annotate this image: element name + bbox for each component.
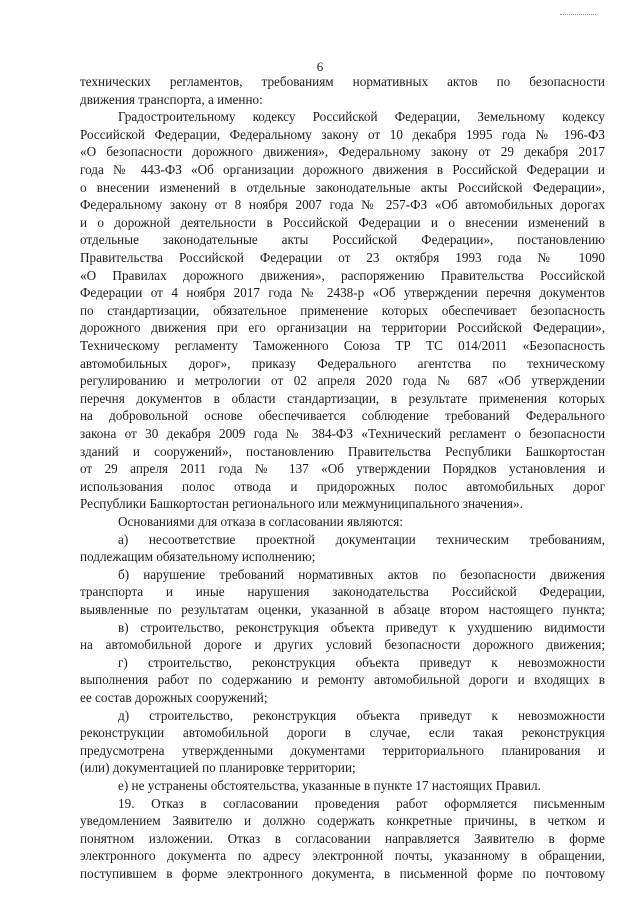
text-line: уведомлением Заявителю и должно содержать конкретные причины, в четком и	[80, 813, 605, 829]
text-line: автомобильных дорог», приказу Федерального агентства по техническому	[80, 355, 605, 371]
text-line: перечня документов в области стандартизации, в результате применения которых	[80, 390, 605, 406]
text-line: Основаниями для отказа в согласовании являются:	[118, 514, 403, 529]
text-line: г) строительство, реконструкция объекта приведут к невозможности	[118, 654, 605, 670]
page-number: 6	[316, 59, 324, 74]
text-line: Техническому регламенту Таможенного Союза ТР ТС 014/2011 «Безопасность	[80, 338, 605, 353]
text-line: подлежащим обязательному исполнению;	[80, 549, 316, 565]
text-line: от 29 апреля 2011 года № 137 «Об утверждении Порядков установления и	[80, 461, 605, 477]
text-line: Федеральному закону от 8 ноября 2007 года № 257-ФЗ «Об автомобильных дорогах	[80, 197, 605, 213]
text-line: движения транспорта, а именно:	[80, 91, 263, 107]
scan-artifact-mark	[560, 14, 596, 15]
text-line: поступившем в форме электронного документа, в письменной форме по почтовому	[80, 866, 605, 881]
text-line: предусмотрена утвержденными документами территориального планирования и	[80, 742, 605, 758]
text-line: по стандартизации, обязательное применение которых обеспечивает безопасность	[80, 302, 605, 318]
text-line: д) строительство, реконструкция объекта приведут к невозможности	[118, 707, 605, 723]
text-line: е) не устранены обстоятельства, указанные в пункте 17 настоящих Правил.	[118, 778, 541, 793]
text-line: на добровольной основе обеспечивается соблюдение требований Федерального	[80, 408, 605, 424]
text-line: Республики Башкортостан регионального или межмуниципального значения».	[80, 496, 523, 512]
text-line: выявленные по результатам оценки, указанной в абзаце втором настоящего пункта;	[80, 602, 605, 617]
text-line: технических регламентов, требованиям нормативных актов по безопасности	[80, 74, 605, 89]
text-line: в) строительство, реконструкция объекта приведут к ухудшению видимости	[118, 619, 605, 635]
text-line: а) несоответствие проектной документации техническим требованиям,	[118, 531, 605, 547]
text-line: транспорта и иные нарушения законодательства Российской Федерации,	[80, 584, 605, 600]
text-line: б) нарушение требований нормативных актов по безопасности движения	[118, 566, 605, 582]
text-line: использования полос отвода и придорожных полос автомобильных дорог	[80, 478, 605, 494]
text-line: (или) документацией по планировке территории;	[80, 760, 356, 776]
text-line: реконструкции автомобильной дороги в случае, если такая реконструкция	[80, 725, 605, 741]
text-line: Российской Федерации, Федеральному закону от 10 декабря 1995 года № 196-ФЗ	[80, 126, 605, 142]
text-line: Правительства Российской Федерации от 23 октября 1993 года № 1090	[80, 250, 605, 265]
text-line: 19. Отказ в согласовании проведения работ оформляется письменным	[118, 795, 605, 811]
text-line: Федерации от 4 ноября 2017 года № 2438-р «Об утверждении перечня документов	[80, 285, 605, 301]
text-line: отдельные законодательные акты Российской Федерации», постановлению	[80, 232, 605, 248]
text-line: года № 443-ФЗ «Об организации дорожного движения в Российской Федерации и	[80, 162, 605, 177]
text-line: электронного документа по адресу электронной почты, указанному в обращении,	[80, 848, 605, 864]
text-line: выполнения работ по содержанию и ремонту автомобильной дороги и входящих в	[80, 672, 605, 688]
text-line: дорожного движения при его организации на территории Российской Федерации»,	[80, 320, 605, 336]
text-line: о внесении изменений в отдельные законодательные акты Российской Федерации»,	[80, 179, 605, 195]
text-line: понятном изложении. Отказ в согласовании направляется Заявителю в форме	[80, 830, 605, 846]
text-line: и о дорожной деятельности в Российской Федерации и о внесении изменений в	[80, 214, 605, 230]
text-line: регулированию и метрологии от 02 апреля 2020 года № 687 «Об утверждении	[80, 373, 605, 389]
text-line: закона от 30 декабря 2009 года № 384-ФЗ «Технический регламент о безопасности	[80, 426, 605, 441]
text-line: на автомобильной дороге и других условий безопасности дорожного движения;	[80, 637, 605, 653]
text-line: «О безопасности дорожного движения», Федеральному закону от 29 декабря 2017	[80, 144, 605, 160]
text-line: «О Правилах дорожного движения», распоряжению Правительства Российской	[80, 267, 605, 283]
text-line: Градостроительному кодексу Российской Федерации, Земельному кодексу	[118, 109, 605, 125]
text-line: зданий и сооружений», постановлению Правительства Республики Башкортостан	[80, 443, 605, 459]
text-line: ее состав дорожных сооружений;	[80, 690, 268, 705]
